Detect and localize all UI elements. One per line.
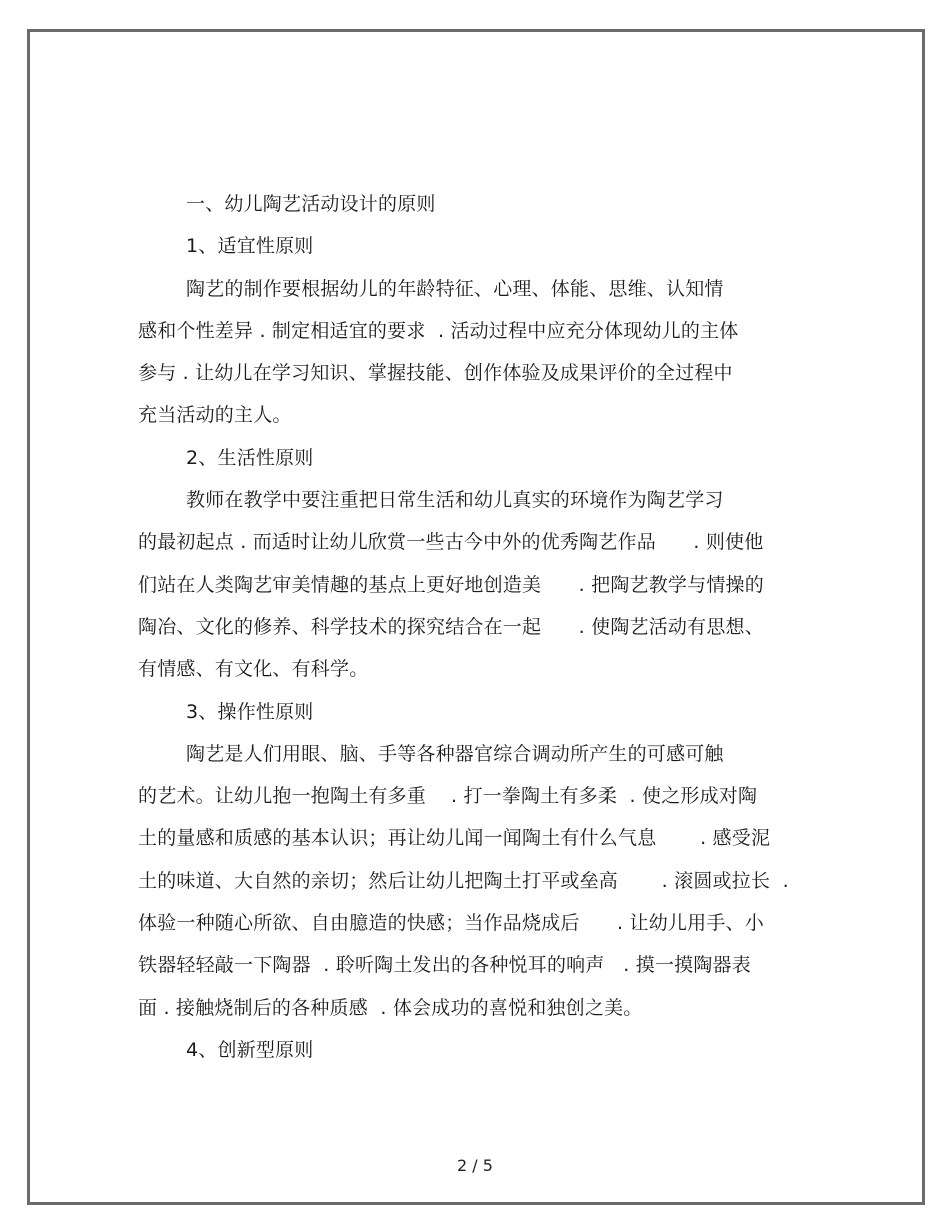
text-line: 1、适宜性原则 [186, 235, 314, 258]
text-line: 们站在人类陶艺审美情趣的基点上更好地创造美 . 把陶艺教学与情操的 [138, 573, 764, 596]
paragraph [138, 1034, 828, 1076]
paragraph [138, 273, 828, 442]
paragraph [138, 230, 828, 272]
text-line: 的艺术。让幼儿抱一抱陶土有多重 . 打一拳陶土有多柔 . 使之形成对陶 [138, 785, 758, 808]
text-line: 陶艺是人们用眼、脑、手等各种器官综合调动所产生的可感可触 [186, 742, 724, 765]
text-line: 教师在教学中要注重把日常生活和幼儿真实的环境作为陶艺学习 [186, 489, 724, 512]
text-line: 充当活动的主人。 [138, 404, 292, 427]
text-line: 2、生活性原则 [186, 446, 314, 469]
paragraph [138, 188, 828, 230]
paragraph [138, 484, 828, 695]
text-line: 4、创新型原则 [186, 1038, 314, 1061]
text-line: 参与 . 让幼儿在学习知识、掌握技能、创作体验及成果评价的全过程中 [138, 362, 733, 385]
text-line: 体验一种随心所欲、自由臆造的快感；当作品烧成后 . 让幼儿用手、小 [138, 912, 764, 935]
text-line: 土的量感和质感的基本认识；再让幼儿闻一闻陶土有什么气息 . 感受泥 [138, 827, 771, 850]
text-line: 陶艺的制作要根据幼儿的年龄特征、心理、体能、思维、认知情 [186, 277, 724, 300]
text-line: 3、操作性原则 [186, 700, 314, 723]
text-line: 有情感、有文化、有科学。 [138, 658, 369, 681]
text-line: 土的味道、大自然的亲切；然后让幼儿把陶土打平或垒高 . 滚圆或拉长 . [138, 869, 789, 892]
document-body [138, 188, 828, 1076]
text-line: 陶冶、文化的修养、科学技术的探究结合在一起 . 使陶艺活动有思想、 [138, 615, 764, 638]
paragraph [138, 696, 828, 738]
paragraph [138, 442, 828, 484]
paragraph [138, 738, 828, 1034]
page-number: 2 / 5 [457, 1156, 493, 1175]
text-line: 的最初起点 . 而适时让幼儿欣赏一些古今中外的优秀陶艺作品 . 则使他 [138, 531, 764, 554]
text-line: 铁器轻轻敲一下陶器 . 聆听陶土发出的各种悦耳的响声 . 摸一摸陶器表 [138, 954, 751, 977]
text-line: 感和个性差异 . 制定相适宜的要求 . 活动过程中应充分体现幼儿的主体 [138, 319, 739, 342]
text-line: 面 . 接触烧制后的各种质感 . 体会成功的喜悦和独创之美。 [138, 996, 643, 1019]
text-line: 一、幼儿陶艺活动设计的原则 [186, 193, 436, 215]
